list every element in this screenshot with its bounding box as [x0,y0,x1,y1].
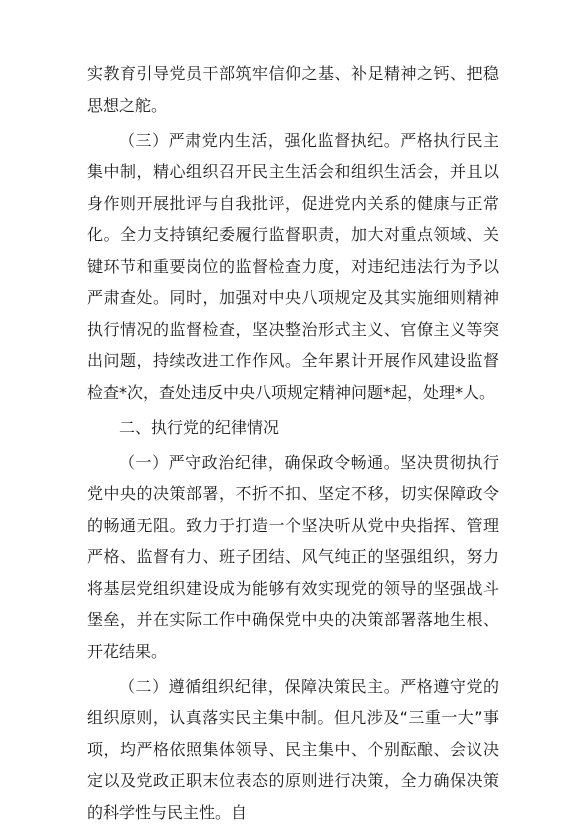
document-body [87,58,499,828]
paragraph-continuation: 实教育引导党员干部筑牢信仰之基、补足精神之钙、把稳思想之舵。 [87,58,499,121]
paragraph-party-life-supervision: （三）严肃党内生活，强化监督执纪。严格执行民主集中制，精心组织召开民主生活会和组织生活会，并且以身作则开展批评与自我批评，促进党内关系的健康与正常化。全力支持镇纪委履行监督职责，加大对重点领域、关键环节和重要岗位的监督检查力度，对违纪违法行为予以严肃查处。同时，加强对中央八项规定及其实施细则精神执行情况的监督检查，坚决整治形式主义、官僚主义等突出问题，持续改进工作作风。全年累计开展作风建设监督检查*次，查处违反中央八项规定精神问题*起，处理*人。 [87,125,499,409]
paragraph-organizational-discipline: （二）遵循组织纪律，保障决策民主。严格遵守党的组织原则，认真落实民主集中制。但凡涉及“三重一大”事项，均严格依照集体领导、民主集中、个别酝酿、会议决定以及党政正职末位表态的原则进行决策，全力确保决策的科学性与民主性。自 [87,671,499,828]
paragraph-political-discipline: （一）严守政治纪律，确保政令畅通。坚决贯彻执行党中央的决策部署，不折不扣、坚定不移，切实保障政令的畅通无阻。致力于打造一个坚决听从党中央指挥、管理严格、监督有力、班子团结、风气纯正的坚强组织，努力将基层党组织建设成为能够有效实现党的领导的坚强战斗堡垒，并在实际工作中确保党中央的决策部署落地生根、开花结果。 [87,447,499,668]
section-heading-discipline: 二、执行党的纪律情况 [87,412,499,444]
